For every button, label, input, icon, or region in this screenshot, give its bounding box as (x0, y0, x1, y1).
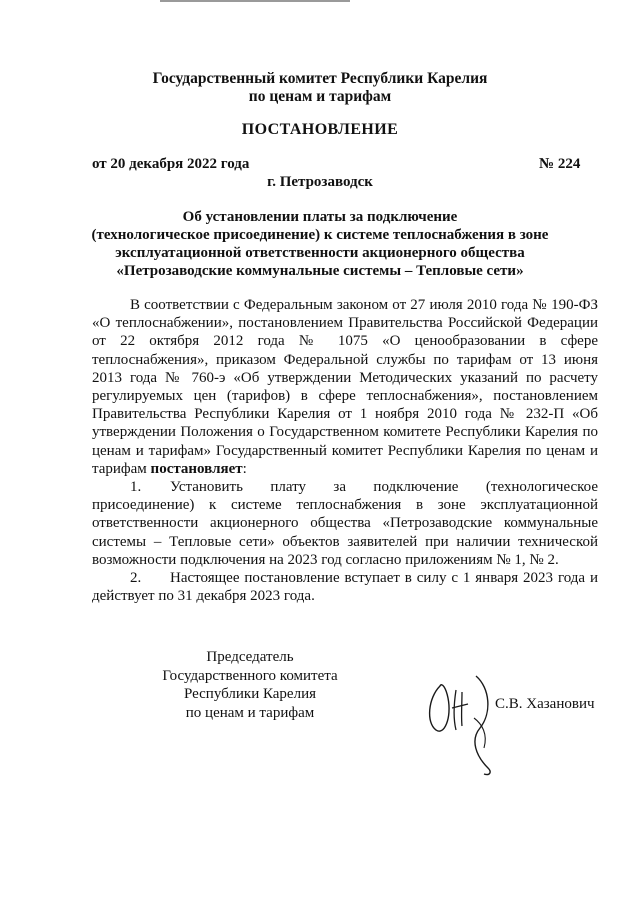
decree-word: постановляет (150, 460, 243, 477)
document-body (92, 296, 598, 605)
signatory-title (150, 648, 350, 722)
subject-line-2: (технологическое присоединение) к системе теплоснабжения в зоне (91, 227, 549, 243)
signatory-line-1: Председатель (206, 649, 294, 665)
document-city: г. Петрозаводск (267, 174, 373, 190)
item-1-number: 1. (130, 479, 142, 496)
decree-item-1 (92, 478, 598, 569)
item-2-text: Настоящее постановление вступает в силу с 1 января 2023 года и действует по 31 декабря 2023 года. (92, 570, 598, 605)
item-2-number: 2. (130, 570, 142, 587)
document-number: № 224 (539, 156, 581, 172)
org-line-1: Государственный комитет Республики Карелия (152, 70, 488, 87)
signatory-line-3: Республики Карелия (183, 686, 317, 702)
signatory-line-4: по ценам и тарифам (185, 704, 315, 721)
scan-edge-mark (160, 0, 350, 2)
signatory-line-2: Государственного комитета (162, 667, 338, 684)
decree-item-2 (92, 569, 598, 605)
preamble-paragraph (92, 296, 598, 478)
document-date: от 20 декабря 2022 года (92, 156, 250, 172)
decree-colon: : (242, 460, 247, 477)
issuing-organization (0, 70, 640, 106)
subject-line-4: «Петрозаводские коммунальные системы – Тепловые сети» (116, 263, 524, 279)
subject-line-1: Об установлении платы за подключение (182, 209, 458, 225)
item-1-text: Установить плату за подключение (технологическое присоединение) к системе теплоснабжения в зоне эксплуатационной ответственности акционерного общества «Петрозаводские коммунальные системы – Тепловые сети» объектов заявителей при наличии технической возможности подключения на 2023 год согласно приложениям № 1, № 2. (92, 479, 598, 568)
subject-line-3: эксплуатационной ответственности акционерного общества (115, 245, 525, 261)
preamble-text: В соответствии с Федеральным законом от 27 июля 2010 года № 190-ФЗ «О теплоснабжении», постановлением Правительства Российской Федерации от 22 октября 2012 года № 1075 «О ценообразовании в сфере теплоснабжения», приказом Федеральной службы по тарифам от 13 июня 2013 года № 760-э «Об утверждении Методических указаний по расчету регулируемых цен (тарифов) в сфере теплоснабжения», постановлением Правительства Республики Карелия от 1 ноября 2010 года № 232-П «Об утверждении Положения о Государственном комитете Республики Карелия по ценам и тарифам» Государственный комитет Республики Карелия по ценам и тарифам (92, 297, 598, 477)
document-subject (0, 208, 640, 280)
org-line-2: по ценам и тарифам (248, 88, 392, 105)
document-type: ПОСТАНОВЛЕНИЕ (241, 121, 399, 138)
handwritten-signature (418, 668, 508, 778)
signatory-name: С.В. Хазанович (495, 696, 595, 712)
